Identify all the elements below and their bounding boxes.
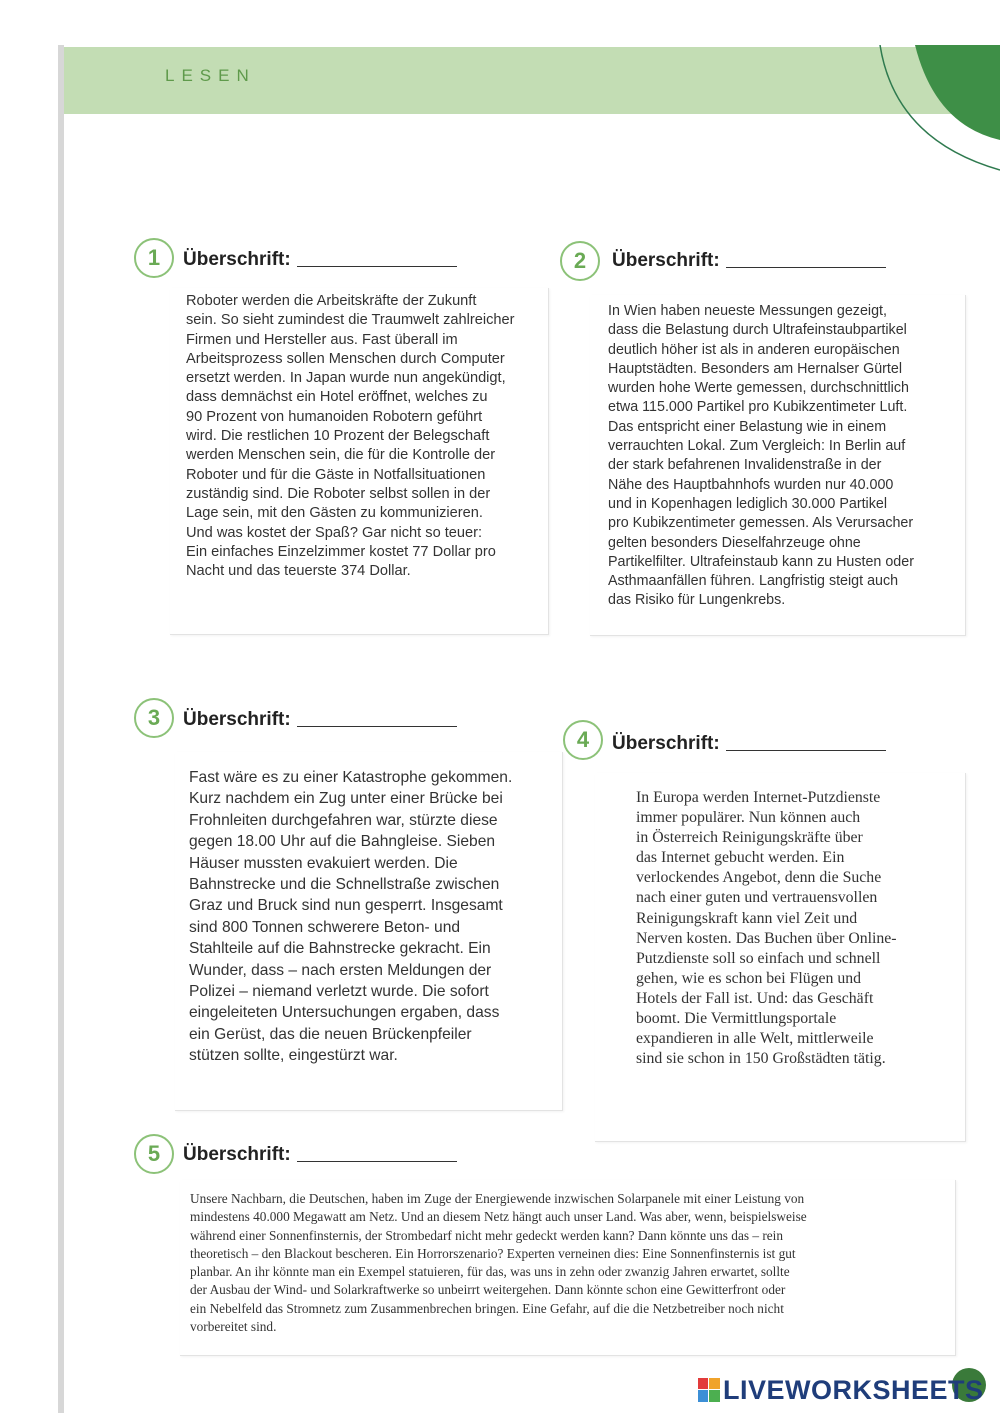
section-5-text: Unsere Nachbarn, die Deutschen, haben im Zuge der Energiewende inzwischen Solarpanele mit einer Leistung von mindestens 40.000 Megawatt am Netz. Und an diesem Netz hängt auch unser Land. Was aber, wenn, beispielsweise während einer Sonnenfinsternis, der Strombedarf nicht mehr gedeckt werden kann? Dann könnte uns das – rein theoretisch – den Blackout bescheren. Ein Horrorszenario? Experten verneinen dies: Eine Sonnenfinsternis ist gut planbar. An ihr könnte man ein Exempel statuieren, für das, was uns in zehn oder zwanzig Jahren erwartet, sollte der Ausbau der Wind- und Solarkraftwerke so unbeirrt weitergehen. Dann könnte schon eine Gewitterfront oder ein Nebelfeld das Stromnetz zum Zusammenbrechen bringen. Eine Gefahr, auf die die Netzbetreiber noch nicht vorbereitet sind. bbox=[190, 1191, 807, 1335]
section-1-text: Roboter werden die Arbeitskräfte der Zukunft sein. So sieht zumindest die Traumwelt zahlreicher Firmen und Hersteller aus. Fast überall im Arbeitsprozess sollen Menschen durch Computer ersetzt werden. In Japan wurde nun angekündigt, dass demnächst ein Hotel eröffnet, welches zu 90 Prozent von humanoiden Robotern geführt wird. Die restlichen 10 Prozent der Belegschaft werden Menschen sein, die für die Kontrolle der Roboter und für die Gäste in Notfallsituationen zuständig sind. Die Roboter selbst sollen in der Lage sein, mit den Gästen zu kommunizieren. Und was kostet der Spaß? Gar nicht so teuer: Ein einfaches Einzelzimmer kostet 77 Dollar pro Nacht und das teuerste 374 Dollar. bbox=[186, 293, 515, 580]
corner-decoration bbox=[840, 45, 1000, 175]
page-edge bbox=[58, 45, 64, 1413]
section-4-text: In Europa werden Internet-Putzdienste immer populärer. Nun können auch in Österreich Reinigungskräfte über das Internet gebucht werden. Ein verlockendes Angebot, denn die Suche nach einer guten und vertrauensvollen Reinigungskraft kann viel Zeit und Nerven kosten. Das Buchen über Online- Putzdienste soll so einfach und schnell gehen, wie es schon bei Flügen und Hotels der Fall ist. Und: das Geschäft boomt. Die Vermittlungsportale expandieren in alle Welt, mittlerweile sind sie schon in 150 Großstädten tätig. bbox=[636, 789, 897, 1068]
heading-answer-line-1[interactable] bbox=[297, 265, 457, 267]
section-4-heading: Überschrift: bbox=[612, 733, 886, 755]
heading-answer-line-5[interactable] bbox=[297, 1160, 457, 1162]
section-3-text: Fast wäre es zu einer Katastrophe gekommen. Kurz nachdem ein Zug unter einer Brücke bei Frohnleiten durchgefahren war, stürzte diese gegen 18.00 Uhr auf die Bahngleise. Sieben Häuser mussten evakuiert werden. Die Bahnstrecke und die Schnellstraße zwischen Graz und Bruck sind nun gesperrt. Insgesamt sind 800 Tonnen schwerere Beton- und Stahlteile auf die Bahnstrecke gekracht. Ein Wunder, dass – nach ersten Meldungen der Polizei – niemand verletzt wurde. Die sofort eingeleiteten Untersuchungen ergaben, dass ein Gerüst, das die neuen Brückenpfeiler stützen sollte, eingestürzt war. bbox=[189, 769, 513, 1065]
page-title: LESEN bbox=[165, 66, 256, 85]
liveworksheets-watermark: LIVEWORKSHEETS bbox=[698, 1375, 984, 1406]
section-number-3: 3 bbox=[134, 698, 174, 738]
section-5-heading: Überschrift: bbox=[183, 1144, 457, 1166]
liveworksheets-logo-icon bbox=[698, 1378, 720, 1402]
page-margin bbox=[0, 0, 58, 1413]
section-number-5: 5 bbox=[134, 1134, 174, 1174]
section-3-heading: Überschrift: bbox=[183, 709, 457, 731]
section-2-text: In Wien haben neueste Messungen gezeigt, dass die Belastung durch Ultrafeinstaubpartikel deutlich höher ist als in anderen europäischen Hauptstädten. Besonders am Hernalser Gürtel wurden hohe Werte gemessen, durchschnittlich etwa 115.000 Partikel pro Kubikzentimeter Luft. Das entspricht einer Belastung wie in einem verrauchten Lokal. Zum Vergleich: In Berlin auf der stark befahrenen Invalidenstraße in der Nähe des Hauptbahnhofs wurden nur 40.000 und in Kopenhagen lediglich 30.000 Partikel pro Kubikzentimeter gemessen. Als Verursacher gelten besonders Dieselfahrzeuge ohne Partikelfilter. Ultrafeinstaub kann zu Husten oder Asthmaanfällen führen. Langfristig steigt auch das Risiko für Lungenkrebs. bbox=[608, 303, 914, 609]
section-1-heading: Überschrift: bbox=[183, 249, 457, 271]
heading-answer-line-2[interactable] bbox=[726, 266, 886, 268]
heading-answer-line-3[interactable] bbox=[297, 725, 457, 727]
heading-answer-line-4[interactable] bbox=[726, 749, 886, 751]
section-number-1: 1 bbox=[134, 238, 174, 278]
section-number-4: 4 bbox=[563, 720, 603, 760]
section-number-2: 2 bbox=[560, 241, 600, 281]
section-2-heading: Überschrift: bbox=[612, 250, 886, 272]
